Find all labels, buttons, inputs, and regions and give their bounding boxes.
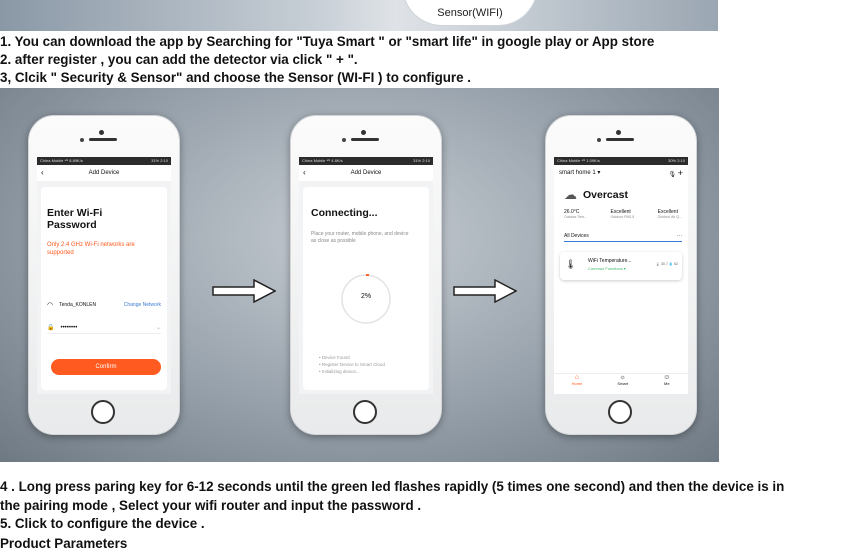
weather-stats <box>564 209 682 219</box>
sensor-label: Sensor(WIFI) <box>437 7 503 19</box>
home-header <box>554 165 688 181</box>
cloud-icon: ☁ <box>564 187 577 202</box>
weather-text: Overcast <box>583 189 628 201</box>
status-bar: China Mobile ⁴ᴳ 4.8K/s 31% 2:10 <box>299 157 433 165</box>
placement-hint: Place your router, mobile phone, and device as close as possible <box>311 231 409 244</box>
stat-item: 26.0°C Outdoor Tem... <box>564 209 588 219</box>
instruction-4-line1: 4 . Long press paring key for 6-12 seconds until the green led flashes rapidly (5 times one second) and then the device is in <box>0 479 785 494</box>
home-selector[interactable]: smart home 1 ▾ <box>559 170 601 176</box>
setup-illustration <box>0 88 719 462</box>
top-banner-image <box>0 0 718 31</box>
phone-screen <box>37 157 171 394</box>
home-button[interactable] <box>608 400 632 424</box>
nav-title: Add Device <box>88 170 120 176</box>
back-arrow-icon[interactable]: ‹ <box>303 168 306 177</box>
instruction-1: 1. You can download the app by Searching for "Tuya Smart " or "smart life" in google play or App store <box>0 34 655 49</box>
phone-screen <box>554 157 688 394</box>
instruction-2: 2. after register , you can add the detector via click " + ". <box>0 52 358 67</box>
all-devices-tab[interactable]: All Devices ··· <box>564 233 682 242</box>
phone-home-screen <box>545 115 697 435</box>
tab-home[interactable]: ⌂ Home <box>571 374 583 386</box>
tab-smart[interactable]: ☼ Smart <box>617 374 629 386</box>
nav-bar <box>37 165 171 181</box>
weather-block <box>564 187 628 203</box>
device-subtitle[interactable]: Common Functions ▾ <box>588 266 626 271</box>
network-row[interactable] <box>47 301 161 309</box>
more-icon[interactable]: ··· <box>677 233 682 239</box>
status-bar: China Mobile ⁴ᴳ 1.09K/s 30% 2:10 <box>554 157 688 165</box>
instruction-3: 3, Clcik " Security & Sensor" and choose the Sensor (WI-FI ) to configure . <box>0 70 472 85</box>
phone-connecting <box>290 115 442 435</box>
lock-icon: 🔒 <box>47 325 55 331</box>
bottom-tab-bar <box>554 373 688 394</box>
phone-wifi-password <box>28 115 180 435</box>
password-field[interactable] <box>47 324 161 334</box>
instruction-5: 5. Click to configure the device . <box>0 516 205 531</box>
wifi-heading: Enter Wi-Fi Password <box>47 207 103 231</box>
connecting-card <box>303 187 429 390</box>
password-card <box>41 187 167 390</box>
status-bar: China Mobile ⁴ᴳ 8.89K/s 31% 2:10 <box>37 157 171 165</box>
home-icon: ⌂ <box>574 374 580 381</box>
nav-bar <box>299 165 433 181</box>
back-arrow-icon[interactable]: ‹ <box>41 168 44 177</box>
thermometer-icon: 🌡 <box>565 259 577 269</box>
password-value: •••••••• <box>60 324 78 331</box>
frequency-warning: Only 2.4 GHz Wi-Fi networks are supported <box>47 242 135 256</box>
phone-screen <box>299 157 433 394</box>
tab-me[interactable]: ☺ Me <box>663 374 671 386</box>
stat-item: Excellent Outdoor Air Q... <box>657 209 682 219</box>
device-card[interactable] <box>560 252 682 280</box>
user-icon: ☺ <box>663 374 671 381</box>
step-item: • Register Device to Smart Cloud <box>319 362 385 367</box>
change-network-link[interactable]: Change Network <box>123 302 161 308</box>
step-item: • Initializing device... <box>319 369 360 374</box>
device-reading: 🌡 30.7 💧 62 <box>655 262 678 266</box>
sensor-label-pill <box>402 0 538 26</box>
next-step-arrow-icon <box>453 279 517 303</box>
step-item: • Device Found <box>319 355 350 360</box>
eye-icon[interactable]: ⌄ <box>155 325 161 331</box>
wifi-icon: ◠ <box>47 302 54 309</box>
connecting-heading: Connecting... <box>311 207 378 219</box>
device-name: WiFi Temperature... <box>588 258 632 264</box>
sun-icon: ☼ <box>619 374 626 381</box>
progress-percent: 2% <box>360 293 372 300</box>
mic-icon[interactable]: 🎙 <box>668 172 677 178</box>
home-button[interactable] <box>353 400 377 424</box>
home-button[interactable] <box>91 400 115 424</box>
instruction-4-line2: the pairing mode , Select your wifi router and input the password . <box>0 498 422 513</box>
network-name: Tenda_KONLEN <box>59 302 97 308</box>
section-heading-product-parameters: Product Parameters <box>0 536 128 551</box>
next-step-arrow-icon <box>212 279 276 303</box>
progress-steps <box>319 354 385 375</box>
confirm-button[interactable]: Confirm <box>51 359 161 375</box>
nav-title: Add Device <box>350 170 382 176</box>
add-icon[interactable]: + <box>677 168 683 178</box>
stat-item: Excellent Outdoor PM2.5 <box>610 209 635 219</box>
